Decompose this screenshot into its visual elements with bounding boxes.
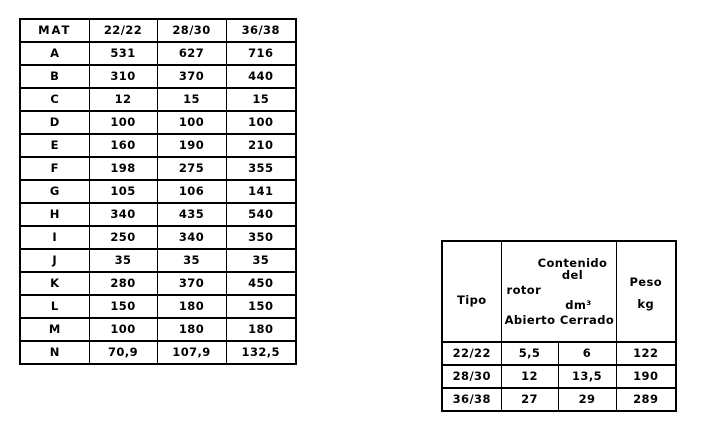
value-cell: 12 xyxy=(89,88,157,111)
row-label: B xyxy=(20,65,89,88)
row-label: E xyxy=(20,134,89,157)
tipo-cell: 36/38 xyxy=(442,388,501,411)
row-label: G xyxy=(20,180,89,203)
table-row xyxy=(20,88,296,111)
value-cell: 250 xyxy=(89,226,157,249)
value-cell: 716 xyxy=(226,42,296,65)
value-cell: 15 xyxy=(226,88,296,111)
value-cell: 627 xyxy=(157,42,226,65)
row-label: C xyxy=(20,88,89,111)
tipo-cell: 22/22 xyxy=(442,342,501,365)
rotor-header-row xyxy=(442,241,676,342)
column-header-22-22: 22/22 xyxy=(89,19,157,42)
table-row xyxy=(20,318,296,341)
unit-dm3-label: dm³ xyxy=(565,297,592,312)
value-cell: 370 xyxy=(157,65,226,88)
row-label: D xyxy=(20,111,89,134)
value-cell: 435 xyxy=(157,203,226,226)
value-cell: 275 xyxy=(157,157,226,180)
value-cell: 180 xyxy=(157,295,226,318)
value-cell: 70,9 xyxy=(89,341,157,364)
column-header-36-38: 36/38 xyxy=(226,19,296,42)
row-label: A xyxy=(20,42,89,65)
table-row xyxy=(20,65,296,88)
row-label: H xyxy=(20,203,89,226)
value-cell: 440 xyxy=(226,65,296,88)
kg-label: kg xyxy=(637,297,655,311)
value-cell: 340 xyxy=(89,203,157,226)
value-cell: 100 xyxy=(89,318,157,341)
value-cell: 132,5 xyxy=(226,341,296,364)
row-label: I xyxy=(20,226,89,249)
table-row xyxy=(442,365,676,388)
value-cell: 531 xyxy=(89,42,157,65)
column-header-mat: MAT xyxy=(20,19,89,42)
table-row xyxy=(20,272,296,295)
value-cell: 198 xyxy=(89,157,157,180)
peso-label: Peso xyxy=(629,274,663,289)
value-cell: 150 xyxy=(226,295,296,318)
value-cell: 540 xyxy=(226,203,296,226)
column-header-tipo: Tipo xyxy=(442,241,501,342)
rotor-table xyxy=(441,240,677,412)
table-row xyxy=(20,111,296,134)
row-label: N xyxy=(20,341,89,364)
value-cell: 180 xyxy=(226,318,296,341)
column-header-abierto: Abierto xyxy=(504,312,556,327)
value-cell: 15 xyxy=(157,88,226,111)
value-cell: 310 xyxy=(89,65,157,88)
cerrado-cell: 29 xyxy=(558,388,616,411)
row-label: F xyxy=(20,157,89,180)
row-label: M xyxy=(20,318,89,341)
table-row xyxy=(20,295,296,318)
table-row xyxy=(20,180,296,203)
value-cell: 100 xyxy=(157,111,226,134)
table-row xyxy=(20,42,296,65)
value-cell: 35 xyxy=(226,249,296,272)
value-cell: 450 xyxy=(226,272,296,295)
value-cell: 370 xyxy=(157,272,226,295)
column-header-peso xyxy=(616,241,676,342)
table-row xyxy=(20,203,296,226)
table-row xyxy=(20,226,296,249)
table-row xyxy=(20,157,296,180)
table-row xyxy=(20,341,296,364)
tipo-cell: 28/30 xyxy=(442,365,501,388)
cerrado-cell: 13,5 xyxy=(558,365,616,388)
value-cell: 210 xyxy=(226,134,296,157)
value-cell: 35 xyxy=(157,249,226,272)
abierto-cell: 5,5 xyxy=(501,342,558,365)
value-cell: 340 xyxy=(157,226,226,249)
peso-cell: 289 xyxy=(616,388,676,411)
peso-cell: 122 xyxy=(616,342,676,365)
abierto-cell: 12 xyxy=(501,365,558,388)
row-label: K xyxy=(20,272,89,295)
peso-cell: 190 xyxy=(616,365,676,388)
value-cell: 190 xyxy=(157,134,226,157)
value-cell: 350 xyxy=(226,226,296,249)
column-header-contenido xyxy=(501,241,616,342)
column-header-28-30: 28/30 xyxy=(157,19,226,42)
value-cell: 160 xyxy=(89,134,157,157)
value-cell: 280 xyxy=(89,272,157,295)
value-cell: 100 xyxy=(226,111,296,134)
value-cell: 180 xyxy=(157,318,226,341)
dimensions-table xyxy=(19,18,297,365)
rotor-label: rotor xyxy=(506,282,542,297)
value-cell: 106 xyxy=(157,180,226,203)
value-cell: 107,9 xyxy=(157,341,226,364)
value-cell: 35 xyxy=(89,249,157,272)
dims-header-row xyxy=(20,19,296,42)
contenido-del-label: Contenido del xyxy=(537,256,608,282)
column-header-cerrado: Cerrado xyxy=(559,312,615,327)
table-row xyxy=(442,388,676,411)
table-row xyxy=(20,249,296,272)
value-cell: 355 xyxy=(226,157,296,180)
table-row xyxy=(20,134,296,157)
value-cell: 150 xyxy=(89,295,157,318)
row-label: L xyxy=(20,295,89,318)
value-cell: 141 xyxy=(226,180,296,203)
value-cell: 105 xyxy=(89,180,157,203)
table-row xyxy=(442,342,676,365)
cerrado-cell: 6 xyxy=(558,342,616,365)
row-label: J xyxy=(20,249,89,272)
value-cell: 100 xyxy=(89,111,157,134)
abierto-cell: 27 xyxy=(501,388,558,411)
